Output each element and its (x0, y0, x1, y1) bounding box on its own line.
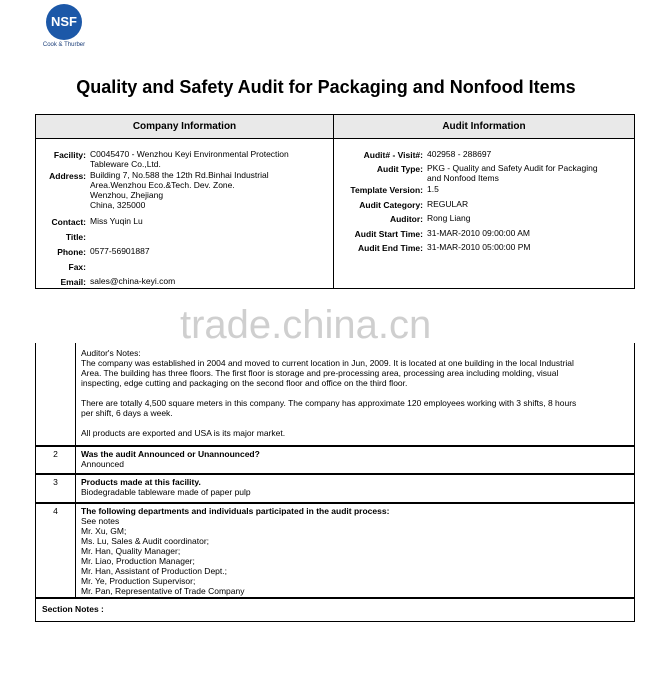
row-body (81, 449, 626, 469)
row-answer: Mr. Xu, GM; (81, 526, 127, 536)
notes-line: per shift, 6 days a week. (81, 408, 173, 418)
row-answer: Mr. Han, Assistant of Production Dept.; (81, 566, 227, 576)
template-version-value: 1.5 (427, 184, 439, 194)
audit-start-value: 31-MAR-2010 09:00:00 AM (427, 228, 531, 238)
audit-visit-label: Audit# - Visit#: (363, 150, 423, 160)
logo-caption: Cook & Thurber (42, 42, 86, 48)
logo-mark: NSF (46, 4, 82, 40)
row-number: 4 (36, 504, 76, 597)
title-label: Title: (65, 232, 86, 242)
row-number: 3 (36, 475, 76, 502)
facility-value (90, 149, 289, 169)
notes-line: inspecting, edge cutting and packaging on the second floor and office on the third floor. (81, 378, 408, 388)
table-row (35, 446, 635, 474)
table-row (35, 503, 635, 598)
address-line: China, 325000 (90, 200, 146, 210)
row-question: The following departments and individuals participated in the audit process: (81, 506, 390, 516)
fax-label: Fax: (68, 262, 86, 272)
audit-end-value: 31-MAR-2010 05:00:00 PM (427, 242, 531, 252)
phone-label: Phone: (57, 247, 86, 257)
address-label: Address: (49, 171, 86, 181)
address-line: Area.Wenzhou Eco.&Tech. Dev. Zone. (90, 180, 235, 190)
auditor-notes (81, 348, 626, 438)
address-line: Building 7, No.588 the 12th Rd.Binhai Industrial (90, 170, 269, 180)
notes-line: There are totally 4,500 square meters in this company. The company has approximate 120 employees working with 3 shifts, 8 hours (81, 398, 577, 408)
auditor-label: Auditor: (389, 214, 423, 224)
notes-line: All products are exported and USA is its major market. (81, 428, 286, 438)
row-body (81, 477, 626, 497)
audit-type-line: and Nonfood Items (427, 173, 499, 183)
info-table (35, 114, 635, 289)
row-answer: Ms. Lu, Sales & Audit coordinator; (81, 536, 210, 546)
audit-start-label: Audit Start Time: (354, 229, 423, 239)
audit-type-line: PKG - Quality and Safety Audit for Packaging (427, 163, 598, 173)
row-question: Was the audit Announced or Unannounced? (81, 449, 260, 459)
notes-heading: Auditor's Notes: (81, 348, 141, 358)
notes-row (35, 343, 635, 446)
nsf-logo (36, 4, 92, 48)
audit-end-label: Audit End Time: (357, 243, 423, 253)
section-notes: Section Notes : (35, 598, 635, 622)
table-row (35, 474, 635, 503)
row-number: 2 (36, 447, 76, 473)
row-answer: Biodegradable tableware made of paper pulp (81, 487, 251, 497)
row-question: Products made at this facility. (81, 477, 201, 487)
page-title: Quality and Safety Audit for Packaging and Nonfood Items (76, 77, 576, 97)
address-value (90, 170, 269, 210)
contact-value: Miss Yuqin Lu (90, 216, 143, 226)
phone-value: 0577-56901887 (90, 246, 150, 256)
audit-category-value: REGULAR (427, 199, 469, 209)
company-info-header: Company Information (36, 115, 333, 139)
watermark: trade.china.cn (180, 303, 432, 347)
audit-info-header: Audit Information (334, 115, 634, 139)
auditor-value: Rong Liang (427, 213, 471, 223)
row-answer: Mr. Liao, Production Manager; (81, 556, 195, 566)
address-line: Wenzhou, Zhejiang (90, 190, 164, 200)
email-value: sales@china-keyi.com (90, 276, 176, 286)
audit-visit-value: 402958 - 288697 (427, 149, 492, 159)
row-answer: Mr. Han, Quality Manager; (81, 546, 181, 556)
template-version-label: Template Version: (350, 185, 423, 195)
row-body (81, 506, 626, 596)
facility-label: Facility: (53, 150, 86, 160)
audit-type-label: Audit Type: (376, 164, 423, 174)
facility-line: Tableware Co.,Ltd. (90, 159, 161, 169)
audit-type-value (427, 163, 598, 183)
audit-category-label: Audit Category: (359, 200, 423, 210)
row-answer: Announced (81, 459, 125, 469)
row-answer: Mr. Pan, Representative of Trade Company (81, 586, 245, 596)
contact-label: Contact: (51, 217, 86, 227)
row-answer: See notes (81, 516, 120, 526)
row-number (36, 343, 76, 445)
email-label: Email: (60, 277, 86, 287)
row-answer: Mr. Ye, Production Supervisor; (81, 576, 196, 586)
facility-line: C0045470 - Wenzhou Keyi Environmental Protection (90, 149, 289, 159)
notes-line: Area. The building has three floors. The first floor is storage and pre-processing area, processing area including molding, visual (81, 368, 559, 378)
notes-line: The company was established in 2004 and moved to current location in Jun, 2009. It is located at one building in the local Industrial (81, 358, 574, 368)
